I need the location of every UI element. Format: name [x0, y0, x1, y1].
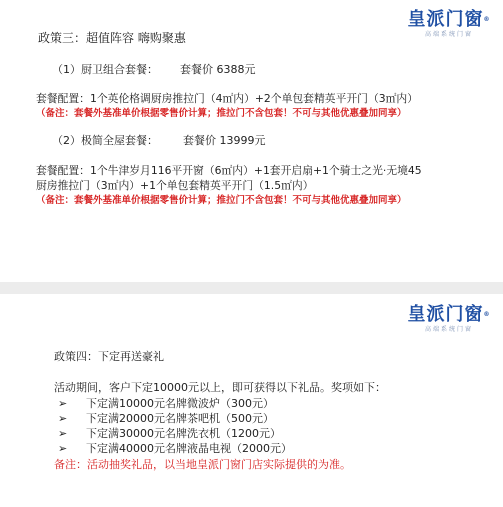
- prize-text: 下定满40000元名牌液晶电视（2000元）: [86, 442, 292, 455]
- policy4-note: 备注：活动抽奖礼品，以当地皇派门窗门店实际提供的为准。: [54, 458, 351, 471]
- policy4-intro: 活动期间，客户下定10000元以上，即可获得以下礼品。奖项如下：: [54, 381, 386, 394]
- brand-logo-2: 皇派门窗® 高端系统门窗: [403, 305, 495, 334]
- package1-name: （1）厨卫组合套餐：: [52, 63, 158, 76]
- package2-config-line2: 厨房推拉门（3㎡内）+1个单包套精英平开门（1.5㎡内）: [36, 179, 314, 192]
- arrow-bullet-icon: ➢: [58, 412, 68, 425]
- arrow-bullet-icon: ➢: [58, 397, 68, 410]
- package1-note: （备注：套餐外基准单价根据零售价计算；推拉门不含包套！不可与其他优惠叠加同享）: [36, 108, 407, 119]
- brand-logo: 皇派门窗® 高端系统门窗: [403, 10, 495, 39]
- package2-price: 套餐价 13999元: [183, 134, 266, 147]
- brand-name-2: 皇派门窗: [407, 304, 484, 325]
- prize-text: 下定满30000元名牌洗衣机（1200元）: [86, 427, 281, 440]
- package1-config: 套餐配置：1个英伦格调厨房推拉门（4㎡内）+2个单包套精英平开门（3㎡内）: [36, 92, 419, 105]
- package2-name: （2）极简全屋套餐：: [52, 134, 158, 147]
- arrow-bullet-icon: ➢: [58, 427, 68, 440]
- prize-text: 下定满20000元名牌茶吧机（500元）: [86, 412, 274, 425]
- prize-text: 下定满10000元名牌微波炉（300元）: [86, 397, 274, 410]
- slide-divider: [0, 282, 503, 294]
- policy3-title: 政策三：超值阵容 嗨购聚惠: [38, 31, 186, 45]
- package1-price: 套餐价 6388元: [180, 63, 256, 76]
- prize-item: [58, 442, 292, 456]
- policy4-title: 政策四：下定再送豪礼: [54, 350, 164, 363]
- prize-item: [58, 427, 281, 441]
- package2-config-line1: 套餐配置：1个牛津岁月116平开窗（6㎡内）+1套开启扇+1个骑士之光·无境45: [36, 164, 422, 177]
- policy4-slide: [0, 294, 503, 507]
- package2-note: （备注：套餐外基准单价根据零售价计算；推拉门不含包套！不可与其他优惠叠加同享）: [36, 195, 407, 206]
- prize-item: [58, 397, 274, 411]
- brand-name: 皇派门窗: [407, 9, 484, 30]
- brand-tagline: 高端系统门窗: [424, 31, 473, 38]
- prize-item: [58, 412, 274, 426]
- arrow-bullet-icon: ➢: [58, 442, 68, 455]
- brand-tagline-2: 高端系统门窗: [424, 326, 473, 333]
